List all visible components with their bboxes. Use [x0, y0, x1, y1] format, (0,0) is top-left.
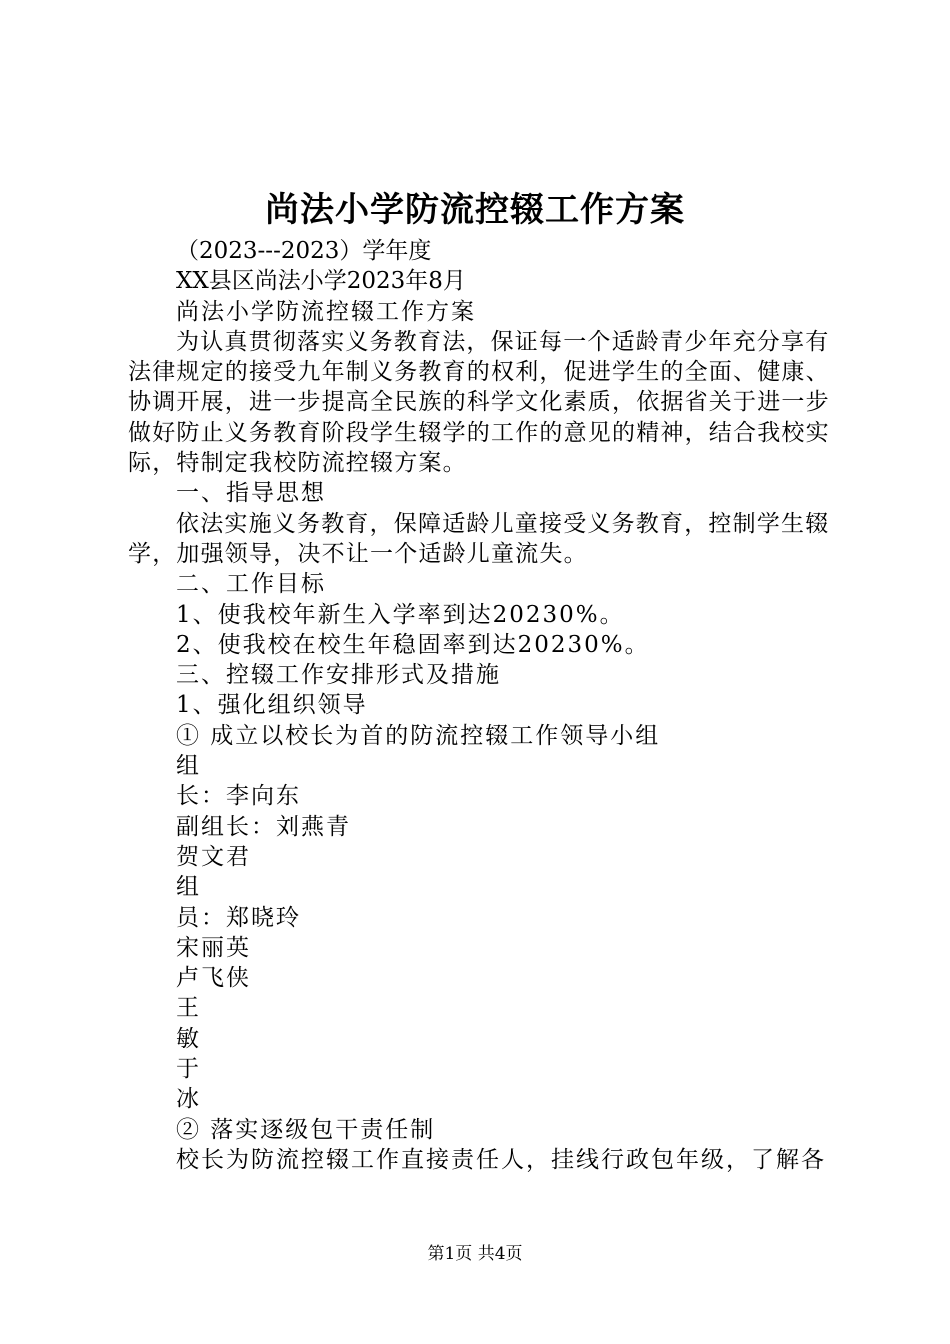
member-line: 长：李向东 — [176, 783, 301, 810]
member-line: 副组长：刘燕青 — [176, 813, 351, 840]
goal-item-2: 2、使我校在校生年稳固率到达20230%。 — [176, 631, 650, 658]
section-heading-3: 三、控辍工作安排形式及措施 — [176, 662, 501, 689]
member-line: 王 — [176, 995, 199, 1022]
school-year-line: （2023---2023）学年度 — [176, 238, 432, 264]
intro-paragraph: 为认真贯彻落实义务教育法，保证每一个适龄青少年充分享有法律规定的接受九年制义务教育的权利，促进学生的全面、健康、协调开展，进一步提高全民族的科学文化素质，依据省关于进一步做好防止义务教育阶段学生辍学的工作的意见的精神，结合我校实际，特制定我校防流控辍方案。 — [128, 328, 830, 477]
point-2-line: ② 落实逐级包干责任制 — [176, 1116, 436, 1143]
member-line: 敏 — [176, 1025, 199, 1052]
point-1-line: ① 成立以校长为首的防流控辍工作领导小组 — [176, 722, 661, 749]
member-line: 冰 — [176, 1086, 199, 1113]
member-line: 组 — [176, 874, 199, 901]
member-line: 于 — [176, 1056, 199, 1083]
member-line: 组 — [176, 753, 199, 780]
member-line: 员：郑晓玲 — [176, 904, 301, 931]
member-line: 宋丽英 — [176, 934, 251, 961]
page-number: 第1页 共4页 — [427, 1244, 523, 1264]
section-heading-1: 一、指导思想 — [176, 480, 326, 507]
document-title: 尚法小学防流控辍工作方案 — [265, 190, 685, 230]
goal-item-1: 1、使我校年新生入学率到达20230%。 — [176, 601, 625, 628]
school-date-line: XX县区尚法小学2023年8月 — [176, 268, 466, 295]
subtitle-line: 尚法小学防流控辍工作方案 — [176, 298, 476, 325]
document-body — [128, 236, 840, 1175]
responsibility-line: 校长为防流控辍工作直接责任人，挂线行政包年级，了解各 — [176, 1146, 826, 1173]
member-line: 卢飞侠 — [176, 965, 251, 992]
sub-heading-1: 1、强化组织领导 — [176, 692, 368, 719]
section-heading-2: 二、工作目标 — [176, 571, 326, 598]
guiding-paragraph: 依法实施义务教育，保障适龄儿童接受义务教育，控制学生辍学，加强领导，决不让一个适龄儿童流失。 — [128, 510, 830, 567]
member-line: 贺文君 — [176, 843, 251, 870]
